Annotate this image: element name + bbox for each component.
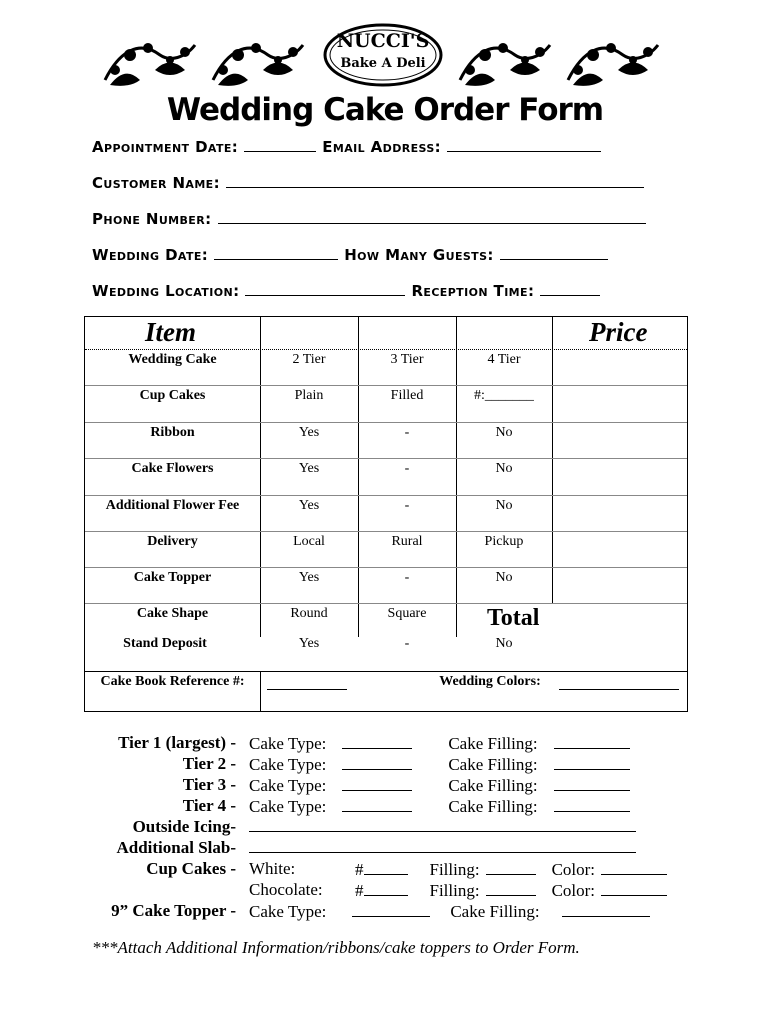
- cake-filling-label: Cake Filling:: [448, 797, 538, 816]
- cake-filling-label: Cake Filling:: [450, 902, 540, 921]
- row-item-label: Additional Flower Fee: [105, 498, 240, 513]
- table-row-divider: [85, 422, 687, 423]
- cake-type-line[interactable]: [342, 733, 412, 749]
- how-many-guests-line[interactable]: [500, 245, 608, 260]
- row-option[interactable]: -: [404, 636, 410, 651]
- row-option[interactable]: -: [404, 425, 410, 440]
- cake-type-label: Cake Type:: [249, 902, 327, 921]
- cake-filling-label: Cake Filling:: [448, 734, 538, 753]
- cake-filling-line[interactable]: [554, 733, 630, 749]
- logo-bottom-text: Bake A Deli: [340, 56, 426, 71]
- cake-type-line[interactable]: [342, 796, 412, 812]
- row-option[interactable]: No: [495, 425, 513, 440]
- phone-number-label: Phone Number:: [92, 210, 212, 228]
- cake-type-label: Cake Type:: [249, 755, 327, 774]
- white-label: White:: [249, 859, 296, 878]
- row-option[interactable]: Yes: [298, 570, 320, 585]
- color-line[interactable]: [601, 859, 667, 875]
- wedding-location-label: Wedding Location:: [92, 282, 240, 300]
- page-title: Wedding Cake Order Form: [166, 92, 604, 128]
- floral-ornament-right-2: [563, 30, 663, 90]
- email-address-line[interactable]: [447, 137, 601, 152]
- phone-number-line[interactable]: [218, 209, 646, 224]
- row-option[interactable]: Yes: [298, 461, 320, 476]
- row-item-label: Cake Flowers: [131, 461, 214, 476]
- cake-topper-row: [249, 901, 650, 922]
- row-option[interactable]: 2 Tier: [292, 352, 326, 367]
- cake-filling-label: Cake Filling:: [448, 755, 538, 774]
- additional-slab-line[interactable]: [249, 852, 636, 853]
- row-option[interactable]: #:_______: [474, 388, 534, 403]
- color-line[interactable]: [601, 880, 667, 896]
- field-row-location: [92, 281, 606, 300]
- table-row-divider: [85, 671, 687, 672]
- cake-filling-line[interactable]: [554, 754, 630, 770]
- cake-type-line[interactable]: [342, 754, 412, 770]
- row-option[interactable]: No: [495, 498, 513, 513]
- logo-top-text: NUCCI'S: [336, 30, 430, 52]
- row-option[interactable]: Filled: [390, 388, 424, 403]
- tier1-row: [249, 733, 630, 754]
- reception-time-line[interactable]: [540, 281, 600, 296]
- row-option[interactable]: No: [495, 461, 513, 476]
- quantity-line[interactable]: [364, 859, 408, 875]
- outside-icing-label: Outside Icing-: [132, 817, 236, 836]
- filling-label: Filling:: [429, 860, 480, 879]
- customer-name-line[interactable]: [226, 173, 644, 188]
- tier4-row: [249, 796, 630, 817]
- footer-note: ***Attach Additional Information/ribbons/cake toppers to Order Form.: [92, 938, 580, 957]
- row-item-label: Cup Cakes: [139, 388, 206, 403]
- nuccis-logo: [322, 22, 444, 88]
- cake-type-line[interactable]: [352, 901, 430, 917]
- floral-ornament-right-1: [455, 30, 555, 90]
- field-row-wedding-date: [92, 245, 614, 264]
- cake-book-reference-line[interactable]: [267, 689, 347, 690]
- cake-filling-line[interactable]: [554, 775, 630, 791]
- customer-name-label: Customer Name:: [92, 174, 220, 192]
- row-option[interactable]: 3 Tier: [390, 352, 424, 367]
- cake-type-line[interactable]: [342, 775, 412, 791]
- cake-book-reference-label: Cake Book Reference #:: [100, 674, 245, 689]
- hash-label: #: [355, 860, 364, 879]
- row-option[interactable]: No: [495, 636, 513, 651]
- cake-filling-line[interactable]: [554, 796, 630, 812]
- row-option[interactable]: 4 Tier: [487, 352, 521, 367]
- row-option[interactable]: Plain: [294, 388, 324, 403]
- field-row-customer: [92, 173, 650, 192]
- row-option[interactable]: -: [404, 498, 410, 513]
- floral-ornament-left-2: [208, 30, 308, 90]
- row-option[interactable]: -: [404, 570, 410, 585]
- additional-slab-label: Additional Slab-: [116, 838, 236, 857]
- tier1-label: Tier 1 (largest) -: [118, 733, 236, 752]
- cake-type-label: Cake Type:: [249, 797, 327, 816]
- row-item-label: Cake Topper: [133, 570, 212, 585]
- floral-ornament-left-1: [100, 30, 200, 90]
- how-many-guests-label: How Many Guests:: [344, 246, 494, 264]
- field-row-appointment: [92, 137, 607, 156]
- wedding-date-line[interactable]: [214, 245, 338, 260]
- color-label: Color:: [551, 860, 596, 879]
- reception-time-label: Reception Time:: [411, 282, 535, 300]
- filling-line[interactable]: [486, 859, 536, 875]
- table-row-divider: [85, 603, 687, 604]
- cup-cakes-label: Cup Cakes -: [146, 859, 236, 878]
- color-label: Color:: [551, 881, 596, 900]
- wedding-location-line[interactable]: [245, 281, 405, 296]
- filling-line[interactable]: [486, 880, 536, 896]
- cup-cakes-chocolate-row: [249, 880, 323, 900]
- cake-topper-9-label: 9” Cake Topper -: [111, 901, 236, 920]
- cake-type-label: Cake Type:: [249, 776, 327, 795]
- row-item-label: Cake Shape: [136, 606, 209, 621]
- table-row-divider: [85, 349, 687, 350]
- tier3-label: Tier 3 -: [182, 775, 236, 794]
- cup-cakes-white-row: [249, 859, 295, 879]
- row-option[interactable]: Pickup: [484, 534, 524, 549]
- outside-icing-line[interactable]: [249, 831, 636, 832]
- tier2-label: Tier 2 -: [182, 754, 236, 773]
- wedding-colors-label: Wedding Colors:: [439, 674, 541, 689]
- table-divider: [260, 671, 261, 711]
- table-row-divider: [85, 567, 687, 568]
- row-option[interactable]: Local: [293, 534, 325, 549]
- table-row-divider: [85, 531, 687, 532]
- row-option[interactable]: Yes: [298, 425, 320, 440]
- tier4-label: Tier 4 -: [182, 796, 236, 815]
- total-label: Total: [487, 605, 540, 631]
- cup-cakes-chocolate-fields: [355, 880, 667, 901]
- row-option[interactable]: Rural: [391, 534, 423, 549]
- row-option[interactable]: Round: [290, 606, 328, 621]
- cake-filling-label: Cake Filling:: [448, 776, 538, 795]
- table-divider: [552, 317, 553, 603]
- row-item-label: Ribbon: [150, 425, 195, 440]
- table-row-divider: [85, 458, 687, 459]
- tier2-row: [249, 754, 630, 775]
- row-option[interactable]: Yes: [298, 636, 320, 651]
- table-row-divider: [85, 495, 687, 496]
- header-item: Item: [145, 317, 196, 347]
- table-row-divider: [85, 385, 687, 386]
- row-item-label: Delivery: [147, 534, 198, 549]
- chocolate-label: Chocolate:: [249, 880, 323, 899]
- appointment-date-label: Appointment Date:: [92, 138, 239, 156]
- email-address-label: Email Address:: [322, 138, 442, 156]
- wedding-date-label: Wedding Date:: [92, 246, 209, 264]
- row-option[interactable]: -: [404, 461, 410, 476]
- filling-label: Filling:: [429, 881, 480, 900]
- cake-type-label: Cake Type:: [249, 734, 327, 753]
- cake-filling-line[interactable]: [562, 901, 650, 917]
- row-option[interactable]: Square: [387, 606, 427, 621]
- tier3-row: [249, 775, 630, 796]
- header-price: Price: [589, 317, 648, 347]
- row-item-label: Wedding Cake: [128, 352, 217, 367]
- quantity-line[interactable]: [364, 880, 408, 896]
- cup-cakes-white-fields: [355, 859, 667, 880]
- field-row-phone: [92, 209, 652, 228]
- appointment-date-line[interactable]: [244, 137, 316, 152]
- wedding-colors-line[interactable]: [559, 689, 679, 690]
- order-table: [84, 316, 688, 712]
- row-option[interactable]: No: [495, 570, 513, 585]
- row-option[interactable]: Yes: [298, 498, 320, 513]
- hash-label: #: [355, 881, 364, 900]
- row-item-label: Stand Deposit: [123, 636, 207, 651]
